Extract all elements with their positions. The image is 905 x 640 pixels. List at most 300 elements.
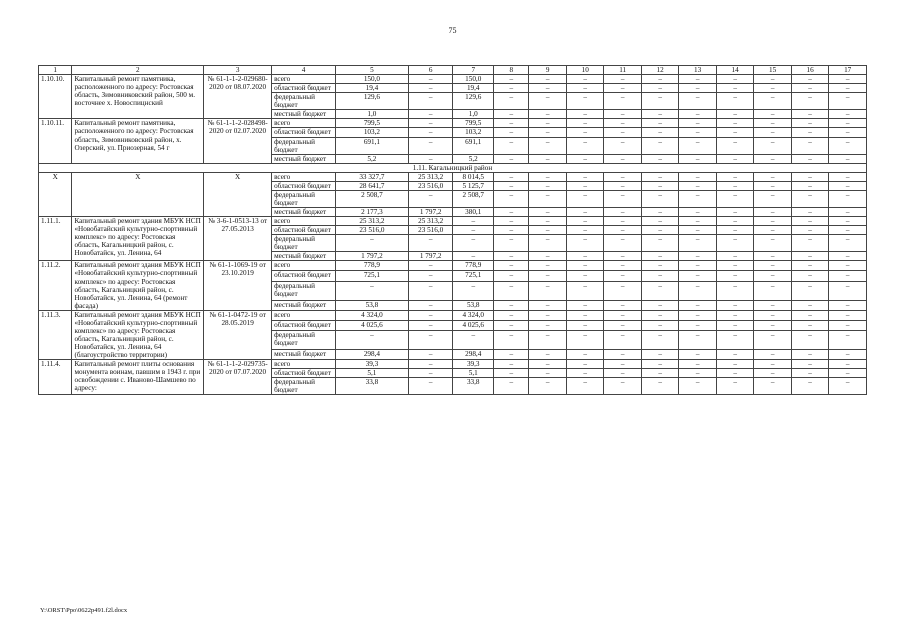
amount-cell: – xyxy=(529,310,566,320)
amount-cell: – xyxy=(754,350,791,360)
item-name: Капитальный ремонт здания МБУК НСП «Новобатайский культурно-спортивный комплекс» по адресу: Ростовская область, Кагальницкий район, с. Новобатайск, ул. Ленина, 64 (ремонт фасада) xyxy=(72,261,204,310)
funding-source: федеральный бюджет xyxy=(272,190,336,207)
amount-cell: – xyxy=(791,252,828,261)
amount-cell: – xyxy=(604,369,641,378)
amount-cell: – xyxy=(641,181,678,190)
item-name: Капитальный ремонт плиты основания монумента воинам, павшим в 1943 г. при освобождении с. Иваново-Шамшево по адресу: xyxy=(72,360,204,395)
amount-cell: – xyxy=(566,281,603,300)
column-number: 14 xyxy=(716,66,753,75)
amount-cell: – xyxy=(716,110,753,119)
amount-cell: 778,9 xyxy=(335,261,408,271)
amount-cell: – xyxy=(754,252,791,261)
amount-cell: – xyxy=(408,369,453,378)
column-number: 10 xyxy=(566,66,603,75)
amount-cell: 725,1 xyxy=(453,271,494,281)
funding-source: местный бюджет xyxy=(272,208,336,217)
amount-cell: – xyxy=(716,320,753,330)
amount-cell: – xyxy=(829,190,867,207)
amount-cell: – xyxy=(754,181,791,190)
amount-cell: – xyxy=(408,330,453,349)
amount-cell: – xyxy=(494,281,529,300)
amount-cell: – xyxy=(679,208,716,217)
amount-cell: 1,0 xyxy=(335,110,408,119)
amount-cell: – xyxy=(679,281,716,300)
column-number: 4 xyxy=(272,66,336,75)
amount-cell: – xyxy=(641,226,678,235)
amount-cell: – xyxy=(566,350,603,360)
amount-cell: – xyxy=(494,217,529,226)
amount-cell: – xyxy=(335,281,408,300)
amount-cell: – xyxy=(716,330,753,349)
amount-cell: – xyxy=(494,181,529,190)
funding-source: областной бюджет xyxy=(272,128,336,137)
amount-cell: – xyxy=(791,217,828,226)
amount-cell: – xyxy=(791,84,828,93)
amount-cell: – xyxy=(716,300,753,310)
column-number: 11 xyxy=(604,66,641,75)
amount-cell: – xyxy=(566,252,603,261)
amount-cell: – xyxy=(494,128,529,137)
column-number: 13 xyxy=(679,66,716,75)
amount-cell: – xyxy=(566,310,603,320)
amount-cell: – xyxy=(754,137,791,154)
amount-cell: – xyxy=(641,235,678,252)
amount-cell: – xyxy=(829,84,867,93)
amount-cell: 28 641,7 xyxy=(335,181,408,190)
amount-cell: – xyxy=(494,378,529,395)
amount-cell: 5,2 xyxy=(453,154,494,163)
amount-cell: – xyxy=(791,226,828,235)
amount-cell: – xyxy=(494,154,529,163)
amount-cell: – xyxy=(408,320,453,330)
amount-cell: – xyxy=(604,320,641,330)
item-name: Х xyxy=(72,172,204,216)
amount-cell: – xyxy=(494,119,529,128)
amount-cell: – xyxy=(529,281,566,300)
amount-cell: – xyxy=(791,235,828,252)
amount-cell: – xyxy=(679,128,716,137)
amount-cell: – xyxy=(494,369,529,378)
amount-cell: – xyxy=(604,190,641,207)
amount-cell: – xyxy=(566,84,603,93)
amount-cell: – xyxy=(529,350,566,360)
amount-cell: – xyxy=(716,281,753,300)
amount-cell: – xyxy=(408,300,453,310)
amount-cell: – xyxy=(641,281,678,300)
amount-cell: – xyxy=(604,217,641,226)
amount-cell: – xyxy=(641,378,678,395)
amount-cell: 53,8 xyxy=(453,300,494,310)
amount-cell: – xyxy=(716,137,753,154)
amount-cell: – xyxy=(604,119,641,128)
amount-cell: – xyxy=(679,181,716,190)
amount-cell: – xyxy=(754,235,791,252)
amount-cell: – xyxy=(791,360,828,369)
funding-source: местный бюджет xyxy=(272,300,336,310)
amount-cell: – xyxy=(754,208,791,217)
amount-cell: – xyxy=(566,93,603,110)
item-num: 1.11.1. xyxy=(39,217,72,261)
amount-cell: – xyxy=(829,281,867,300)
amount-cell: – xyxy=(829,154,867,163)
amount-cell: – xyxy=(754,320,791,330)
amount-cell: – xyxy=(494,84,529,93)
amount-cell: 4 324,0 xyxy=(335,310,408,320)
amount-cell: – xyxy=(754,369,791,378)
amount-cell: – xyxy=(408,281,453,300)
table-row xyxy=(39,172,867,181)
amount-cell: – xyxy=(716,128,753,137)
column-number: 16 xyxy=(791,66,828,75)
amount-cell: – xyxy=(529,119,566,128)
amount-cell: – xyxy=(754,190,791,207)
amount-cell: – xyxy=(641,271,678,281)
item-name: Капитальный ремонт памятника, расположенного по адресу: Ростовская область, Зимовниковский район, х. Озерский, ул. Приозерная, 54 г xyxy=(72,119,204,163)
amount-cell: 1 797,2 xyxy=(408,252,453,261)
amount-cell: – xyxy=(791,261,828,271)
item-num: 1.10.11. xyxy=(39,119,72,163)
amount-cell: – xyxy=(494,75,529,84)
amount-cell: – xyxy=(679,217,716,226)
funding-source: областной бюджет xyxy=(272,271,336,281)
amount-cell: – xyxy=(716,93,753,110)
amount-cell: – xyxy=(716,235,753,252)
amount-cell: – xyxy=(566,154,603,163)
amount-cell: – xyxy=(408,119,453,128)
column-number: 12 xyxy=(641,66,678,75)
table-row xyxy=(39,217,867,226)
amount-cell: – xyxy=(791,310,828,320)
amount-cell: 103,2 xyxy=(453,128,494,137)
funding-source: областной бюджет xyxy=(272,84,336,93)
column-number: 8 xyxy=(494,66,529,75)
amount-cell: – xyxy=(641,330,678,349)
amount-cell: – xyxy=(408,154,453,163)
amount-cell: – xyxy=(829,330,867,349)
amount-cell: – xyxy=(335,330,408,349)
amount-cell: – xyxy=(494,330,529,349)
amount-cell: – xyxy=(604,128,641,137)
amount-cell: 150,0 xyxy=(335,75,408,84)
item-doc: № 61-1-1-2-028498-2020 от 02.07.2020 xyxy=(204,119,272,163)
amount-cell: 1,0 xyxy=(453,110,494,119)
amount-cell: – xyxy=(679,330,716,349)
amount-cell: – xyxy=(566,369,603,378)
amount-cell: – xyxy=(641,350,678,360)
amount-cell: – xyxy=(529,360,566,369)
funding-source: федеральный бюджет xyxy=(272,378,336,395)
amount-cell: – xyxy=(566,75,603,84)
amount-cell: 39,3 xyxy=(335,360,408,369)
amount-cell: – xyxy=(679,235,716,252)
amount-cell: – xyxy=(754,378,791,395)
funding-source: местный бюджет xyxy=(272,350,336,360)
amount-cell: – xyxy=(566,172,603,181)
amount-cell: – xyxy=(494,300,529,310)
amount-cell: – xyxy=(679,226,716,235)
amount-cell: – xyxy=(754,360,791,369)
column-number: 17 xyxy=(829,66,867,75)
funding-source: федеральный бюджет xyxy=(272,281,336,300)
amount-cell: – xyxy=(679,360,716,369)
amount-cell: – xyxy=(494,235,529,252)
amount-cell: – xyxy=(754,281,791,300)
budget-table xyxy=(38,65,867,395)
amount-cell: – xyxy=(604,208,641,217)
item-name: Капитальный ремонт здания МБУК НСП «Новобатайский культурно-спортивный комплекс» по адресу: Ростовская область, Кагальницкий район, с. Новобатайск, ул. Ленина, 64 xyxy=(72,217,204,261)
amount-cell: – xyxy=(829,128,867,137)
amount-cell: – xyxy=(829,261,867,271)
item-name: Капитальный ремонт здания МБУК НСП «Новобатайский культурно-спортивный комплекс» по адресу: Ростовская область, Кагальницкий район, с. Новобатайск, ул. Ленина, 64 (благоустройство территории) xyxy=(72,310,204,359)
amount-cell: – xyxy=(408,261,453,271)
item-num: Х xyxy=(39,172,72,216)
item-doc: № 3-6-1-0513-13 от 27.05.2013 xyxy=(204,217,272,261)
amount-cell: – xyxy=(679,300,716,310)
amount-cell: 33,8 xyxy=(335,378,408,395)
amount-cell: – xyxy=(494,93,529,110)
amount-cell: – xyxy=(529,320,566,330)
amount-cell: – xyxy=(829,75,867,84)
amount-cell: – xyxy=(641,75,678,84)
amount-cell: – xyxy=(641,320,678,330)
funding-source: всего xyxy=(272,172,336,181)
amount-cell: – xyxy=(566,110,603,119)
amount-cell: – xyxy=(716,226,753,235)
amount-cell: – xyxy=(529,378,566,395)
column-number: 9 xyxy=(529,66,566,75)
amount-cell: – xyxy=(679,378,716,395)
amount-cell: – xyxy=(641,84,678,93)
amount-cell: – xyxy=(408,93,453,110)
item-doc: № 61-1-0472-19 от 28.05.2019 xyxy=(204,310,272,359)
amount-cell: 19,4 xyxy=(335,84,408,93)
amount-cell: 4 324,0 xyxy=(453,310,494,320)
amount-cell: – xyxy=(408,190,453,207)
amount-cell: – xyxy=(716,154,753,163)
amount-cell: – xyxy=(829,235,867,252)
amount-cell: – xyxy=(829,360,867,369)
amount-cell: – xyxy=(754,172,791,181)
amount-cell: – xyxy=(566,137,603,154)
amount-cell: 2 177,3 xyxy=(335,208,408,217)
amount-cell: 23 516,0 xyxy=(335,226,408,235)
column-number: 5 xyxy=(335,66,408,75)
amount-cell: 4 025,6 xyxy=(453,320,494,330)
amount-cell: – xyxy=(529,75,566,84)
amount-cell: – xyxy=(829,172,867,181)
amount-cell: – xyxy=(716,378,753,395)
item-num: 1.11.3. xyxy=(39,310,72,359)
amount-cell: – xyxy=(604,360,641,369)
amount-cell: – xyxy=(641,110,678,119)
amount-cell: – xyxy=(716,181,753,190)
amount-cell: – xyxy=(641,360,678,369)
amount-cell: – xyxy=(829,350,867,360)
amount-cell: – xyxy=(604,154,641,163)
amount-cell: – xyxy=(529,217,566,226)
column-number: 2 xyxy=(72,66,204,75)
amount-cell: – xyxy=(754,93,791,110)
amount-cell: – xyxy=(529,110,566,119)
amount-cell: – xyxy=(604,93,641,110)
amount-cell: – xyxy=(408,84,453,93)
amount-cell: – xyxy=(529,190,566,207)
amount-cell: 25 313,2 xyxy=(408,172,453,181)
funding-source: всего xyxy=(272,310,336,320)
amount-cell: 5,2 xyxy=(335,154,408,163)
amount-cell: – xyxy=(529,271,566,281)
amount-cell: – xyxy=(408,128,453,137)
amount-cell: – xyxy=(529,128,566,137)
amount-cell: – xyxy=(754,217,791,226)
amount-cell: – xyxy=(566,378,603,395)
amount-cell: – xyxy=(494,226,529,235)
amount-cell: – xyxy=(453,217,494,226)
amount-cell: – xyxy=(791,75,828,84)
amount-cell: 298,4 xyxy=(453,350,494,360)
amount-cell: – xyxy=(604,350,641,360)
table-row xyxy=(39,119,867,128)
amount-cell: – xyxy=(791,369,828,378)
amount-cell: – xyxy=(791,208,828,217)
amount-cell: – xyxy=(716,217,753,226)
amount-cell: – xyxy=(829,208,867,217)
item-doc: Х xyxy=(204,172,272,216)
amount-cell: – xyxy=(453,226,494,235)
amount-cell: 5,1 xyxy=(453,369,494,378)
funding-source: всего xyxy=(272,217,336,226)
amount-cell: – xyxy=(641,261,678,271)
amount-cell: – xyxy=(754,330,791,349)
amount-cell: – xyxy=(829,181,867,190)
amount-cell: – xyxy=(791,119,828,128)
amount-cell: – xyxy=(754,119,791,128)
amount-cell: – xyxy=(716,369,753,378)
amount-cell: – xyxy=(641,172,678,181)
amount-cell: – xyxy=(494,350,529,360)
amount-cell: 778,9 xyxy=(453,261,494,271)
amount-cell: – xyxy=(408,235,453,252)
amount-cell: 799,5 xyxy=(453,119,494,128)
amount-cell: 53,8 xyxy=(335,300,408,310)
amount-cell: – xyxy=(754,300,791,310)
amount-cell: 129,6 xyxy=(453,93,494,110)
amount-cell: – xyxy=(641,369,678,378)
amount-cell: – xyxy=(494,360,529,369)
amount-cell: – xyxy=(566,181,603,190)
funding-source: всего xyxy=(272,75,336,84)
column-number: 6 xyxy=(408,66,453,75)
amount-cell: – xyxy=(566,300,603,310)
amount-cell: – xyxy=(494,310,529,320)
amount-cell: – xyxy=(494,320,529,330)
amount-cell: 33 327,7 xyxy=(335,172,408,181)
amount-cell: – xyxy=(791,128,828,137)
funding-source: областной бюджет xyxy=(272,181,336,190)
amount-cell: – xyxy=(641,310,678,320)
amount-cell: – xyxy=(791,137,828,154)
amount-cell: – xyxy=(791,378,828,395)
amount-cell: – xyxy=(754,84,791,93)
amount-cell: – xyxy=(791,93,828,110)
amount-cell: – xyxy=(529,181,566,190)
amount-cell: 380,1 xyxy=(453,208,494,217)
amount-cell: – xyxy=(604,330,641,349)
amount-cell: 19,4 xyxy=(453,84,494,93)
amount-cell: – xyxy=(641,119,678,128)
amount-cell: – xyxy=(716,119,753,128)
amount-cell: – xyxy=(754,261,791,271)
amount-cell: – xyxy=(791,300,828,310)
section-title: 1.11. Кагальницкий район xyxy=(39,163,867,172)
amount-cell: – xyxy=(829,217,867,226)
amount-cell: – xyxy=(754,75,791,84)
amount-cell: – xyxy=(679,369,716,378)
amount-cell: – xyxy=(529,154,566,163)
amount-cell: – xyxy=(529,300,566,310)
amount-cell: – xyxy=(641,154,678,163)
amount-cell: – xyxy=(641,217,678,226)
amount-cell: – xyxy=(754,310,791,320)
amount-cell: – xyxy=(604,75,641,84)
amount-cell: 129,6 xyxy=(335,93,408,110)
amount-cell: 25 313,2 xyxy=(408,217,453,226)
amount-cell: – xyxy=(641,190,678,207)
amount-cell: – xyxy=(791,320,828,330)
amount-cell: – xyxy=(791,181,828,190)
amount-cell: – xyxy=(679,310,716,320)
funding-source: местный бюджет xyxy=(272,154,336,163)
amount-cell: – xyxy=(566,360,603,369)
item-num: 1.11.2. xyxy=(39,261,72,310)
amount-cell: 4 025,6 xyxy=(335,320,408,330)
amount-cell: – xyxy=(408,350,453,360)
amount-cell: – xyxy=(408,75,453,84)
amount-cell: – xyxy=(679,119,716,128)
amount-cell: – xyxy=(566,261,603,271)
amount-cell: – xyxy=(529,208,566,217)
amount-cell: 103,2 xyxy=(335,128,408,137)
amount-cell: – xyxy=(604,84,641,93)
amount-cell: – xyxy=(408,137,453,154)
amount-cell: – xyxy=(791,271,828,281)
amount-cell: – xyxy=(494,261,529,271)
amount-cell: – xyxy=(716,310,753,320)
amount-cell: – xyxy=(408,310,453,320)
amount-cell: – xyxy=(679,154,716,163)
amount-cell: – xyxy=(679,350,716,360)
amount-cell: – xyxy=(829,300,867,310)
amount-cell: – xyxy=(529,172,566,181)
amount-cell: – xyxy=(791,110,828,119)
item-doc: № 61-1-1-2-029680-2020 от 08.07.2020 xyxy=(204,75,272,119)
amount-cell: – xyxy=(829,310,867,320)
amount-cell: – xyxy=(566,119,603,128)
column-number: 7 xyxy=(453,66,494,75)
table-row xyxy=(39,310,867,320)
amount-cell: – xyxy=(453,281,494,300)
amount-cell: – xyxy=(529,93,566,110)
amount-cell: – xyxy=(604,252,641,261)
table-row xyxy=(39,75,867,84)
amount-cell: – xyxy=(566,128,603,137)
amount-cell: – xyxy=(566,208,603,217)
amount-cell: – xyxy=(679,261,716,271)
funding-source: всего xyxy=(272,360,336,369)
amount-cell: – xyxy=(754,154,791,163)
amount-cell: 5,1 xyxy=(335,369,408,378)
amount-cell: – xyxy=(829,252,867,261)
